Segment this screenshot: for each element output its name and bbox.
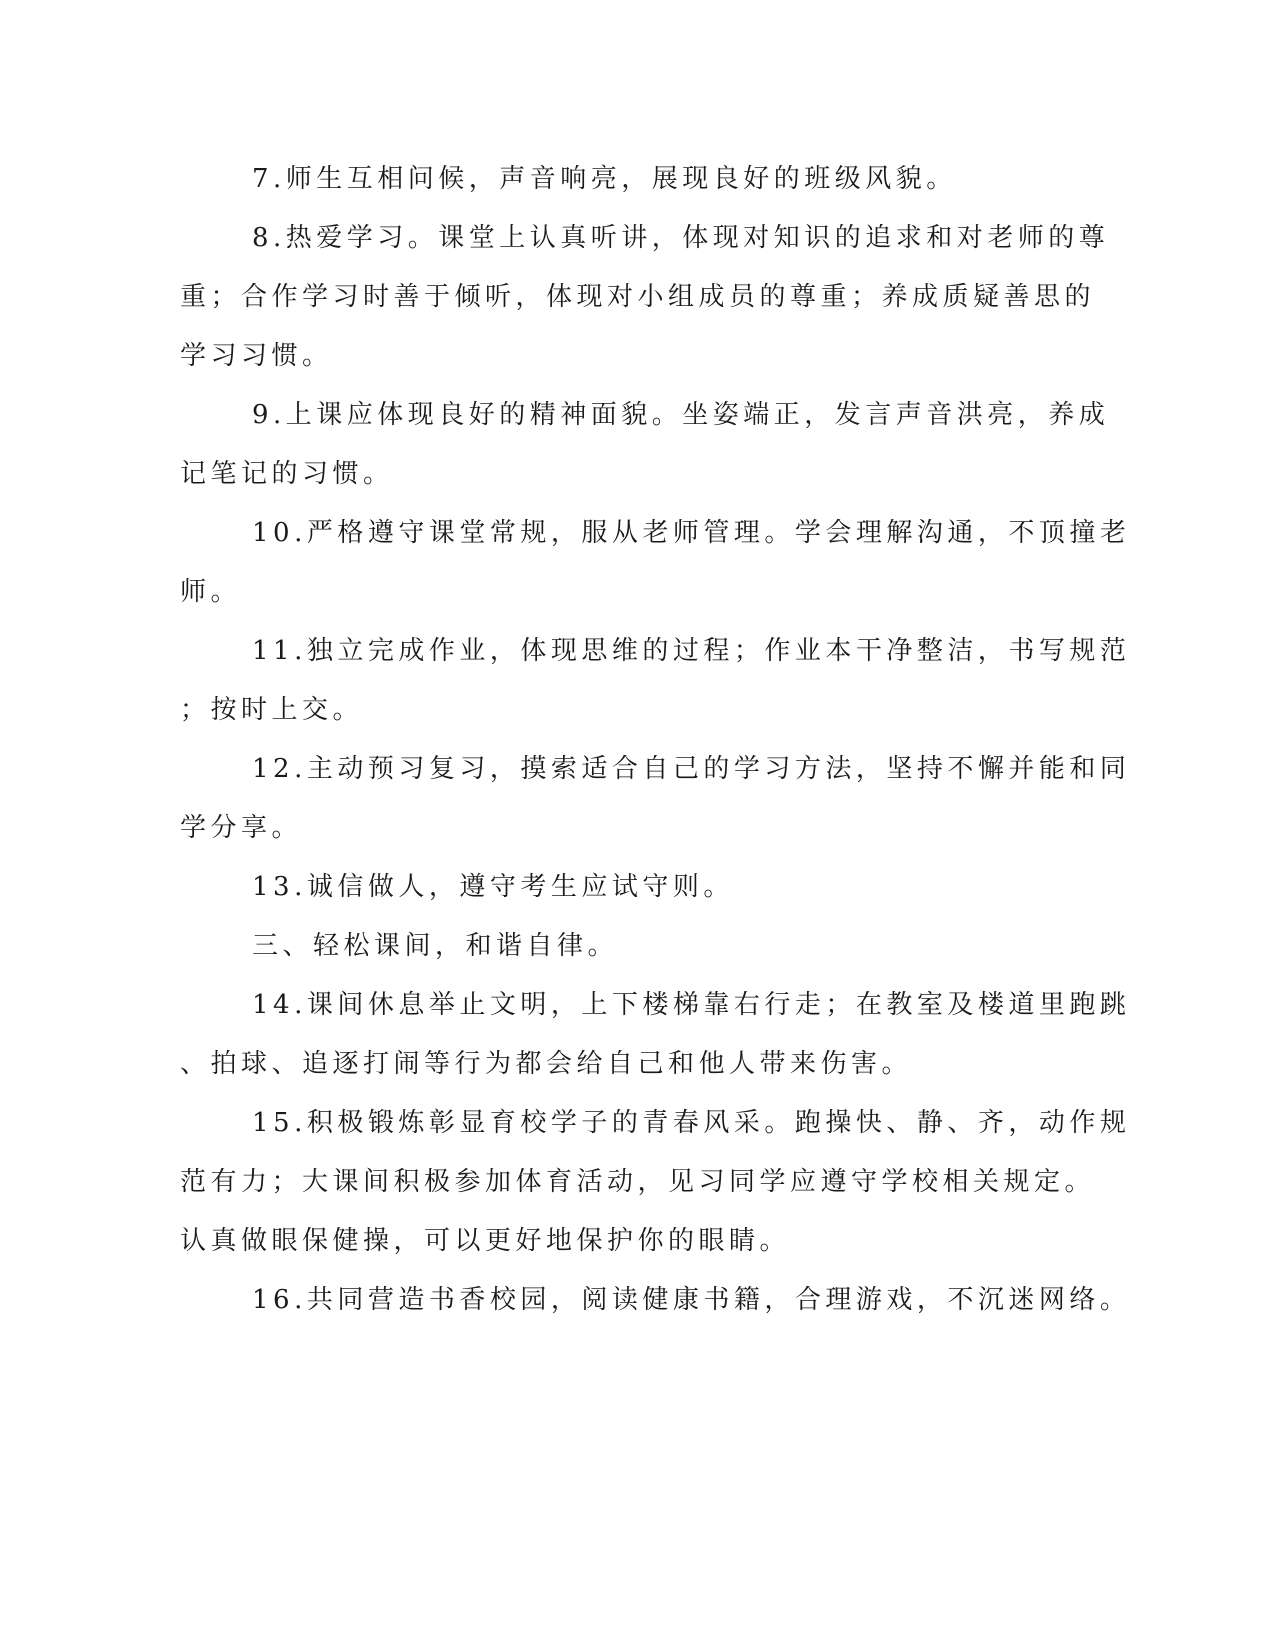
text-line: 重；合作学习时善于倾听，体现对小组成员的尊重；养成质疑善思的: [180, 282, 1096, 312]
text-line: 认真做眼保健操，可以更好地保护你的眼睛。: [180, 1226, 791, 1256]
text-line: 16.共同营造书香校园，阅读健康书籍，合理游戏，不沉迷网络。: [252, 1285, 1131, 1315]
text-line: 13.诚信做人，遵守考生应试守则。: [252, 872, 734, 902]
text-line: 师。: [180, 577, 242, 607]
text-line: 14.课间休息举止文明，上下楼梯靠右行走；在教室及楼道里跑跳: [252, 990, 1131, 1020]
section-heading: 三、轻松课间，和谐自律。: [252, 931, 619, 961]
text-line: ；按时上交。: [180, 695, 364, 725]
text-line: 记笔记的习惯。: [180, 459, 394, 489]
text-line: 11.独立完成作业，体现思维的过程；作业本干净整洁，书写规范: [252, 636, 1131, 666]
text-line: 学分享。: [180, 813, 303, 843]
text-line: 、拍球、追逐打闹等行为都会给自己和他人带来伤害。: [180, 1049, 913, 1079]
text-line: 9.上课应体现良好的精神面貌。坐姿端正，发言声音洪亮，养成: [252, 400, 1110, 430]
text-line: 范有力；大课间积极参加体育活动，见习同学应遵守学校相关规定。: [180, 1167, 1096, 1197]
text-line: 学习习惯。: [180, 341, 333, 371]
text-line: 15.积极锻炼彰显育校学子的青春风采。跑操快、静、齐，动作规: [252, 1108, 1131, 1138]
text-line: 8.热爱学习。课堂上认真听讲，体现对知识的追求和对老师的尊: [252, 223, 1110, 253]
document-body: [180, 150, 1131, 1330]
text-line: 7.师生互相问候，声音响亮，展现良好的班级风貌。: [252, 164, 957, 194]
text-line: 12.主动预习复习，摸索适合自己的学习方法，坚持不懈并能和同: [252, 754, 1131, 784]
text-line: 10.严格遵守课堂常规，服从老师管理。学会理解沟通，不顶撞老: [252, 518, 1131, 548]
